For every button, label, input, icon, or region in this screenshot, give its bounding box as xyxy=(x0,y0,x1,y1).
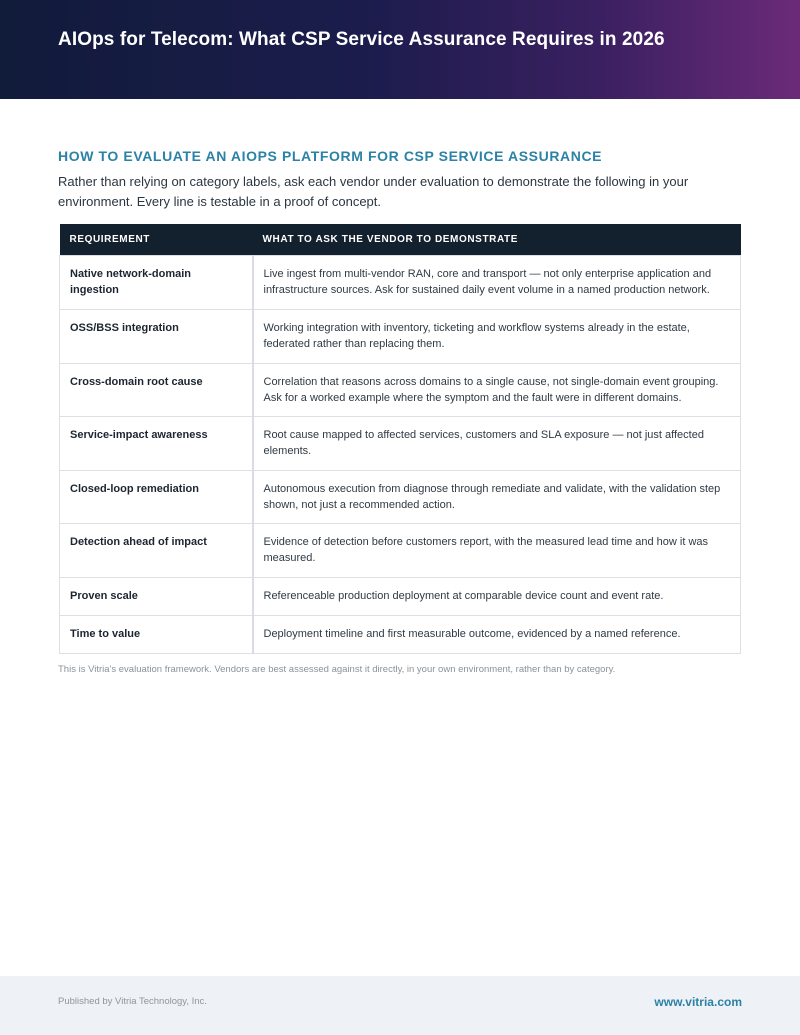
column-header-ask: WHAT TO ASK THE VENDOR TO DEMONSTRATE xyxy=(253,224,741,255)
table-row xyxy=(60,523,741,577)
page-title: AIOps for Telecom: What CSP Service Assurance Requires in 2026 xyxy=(58,29,665,50)
footnote: This is Vitria's evaluation framework. Vendors are best assessed against it directly, in your own environment, rather than by category. xyxy=(58,664,616,675)
table-row xyxy=(60,416,741,470)
header-banner xyxy=(0,0,800,99)
ask-cell: Live ingest from multi-vendor RAN, core and transport — not only enterprise application and infrastructure sources. Ask for sustained daily event volume in a named production network. xyxy=(253,255,741,309)
table-row xyxy=(60,470,741,523)
requirement-cell: Closed-loop remediation xyxy=(60,470,253,523)
ask-cell: Evidence of detection before customers report, with the measured lead time and how it was measured. xyxy=(253,523,741,577)
table-header-row xyxy=(60,224,741,255)
ask-cell: Referenceable production deployment at comparable device count and event rate. xyxy=(253,577,741,615)
column-header-requirement: REQUIREMENT xyxy=(60,224,253,255)
table-row xyxy=(60,577,741,615)
website-link[interactable]: www.vitria.com xyxy=(654,995,742,1009)
ask-cell: Correlation that reasons across domains to a single cause, not single-domain event grouping. Ask for a worked example where the symptom and the fault were in different domains. xyxy=(253,363,741,416)
ask-cell: Deployment timeline and first measurable outcome, evidenced by a named reference. xyxy=(253,615,741,653)
page-footer xyxy=(0,976,800,1035)
requirement-cell: Time to value xyxy=(60,615,253,653)
table-row xyxy=(60,309,741,363)
table-row xyxy=(60,615,741,653)
evaluation-table xyxy=(59,224,741,654)
requirement-cell: Cross-domain root cause xyxy=(60,363,253,416)
intro-paragraph: Rather than relying on category labels, ask each vendor under evaluation to demonstrate the following in your environment. Every line is testable in a proof of concept. xyxy=(58,174,689,209)
requirement-cell: Detection ahead of impact xyxy=(60,523,253,577)
table-row xyxy=(60,363,741,416)
publisher-text: Published by Vitria Technology, Inc. xyxy=(58,996,207,1007)
ask-cell: Autonomous execution from diagnose through remediate and validate, with the validation step shown, not just a recommended action. xyxy=(253,470,741,523)
requirement-cell: Native network-domain ingestion xyxy=(60,255,253,309)
table-row xyxy=(60,255,741,309)
ask-cell: Root cause mapped to affected services, customers and SLA exposure — not just affected elements. xyxy=(253,416,741,470)
section-heading: HOW TO EVALUATE AN AIOPS PLATFORM FOR CSP SERVICE ASSURANCE xyxy=(58,148,603,164)
ask-cell: Working integration with inventory, ticketing and workflow systems already in the estate, federated rather than replacing them. xyxy=(253,309,741,363)
requirement-cell: Service-impact awareness xyxy=(60,416,253,470)
requirement-cell: Proven scale xyxy=(60,577,253,615)
requirement-cell: OSS/BSS integration xyxy=(60,309,253,363)
